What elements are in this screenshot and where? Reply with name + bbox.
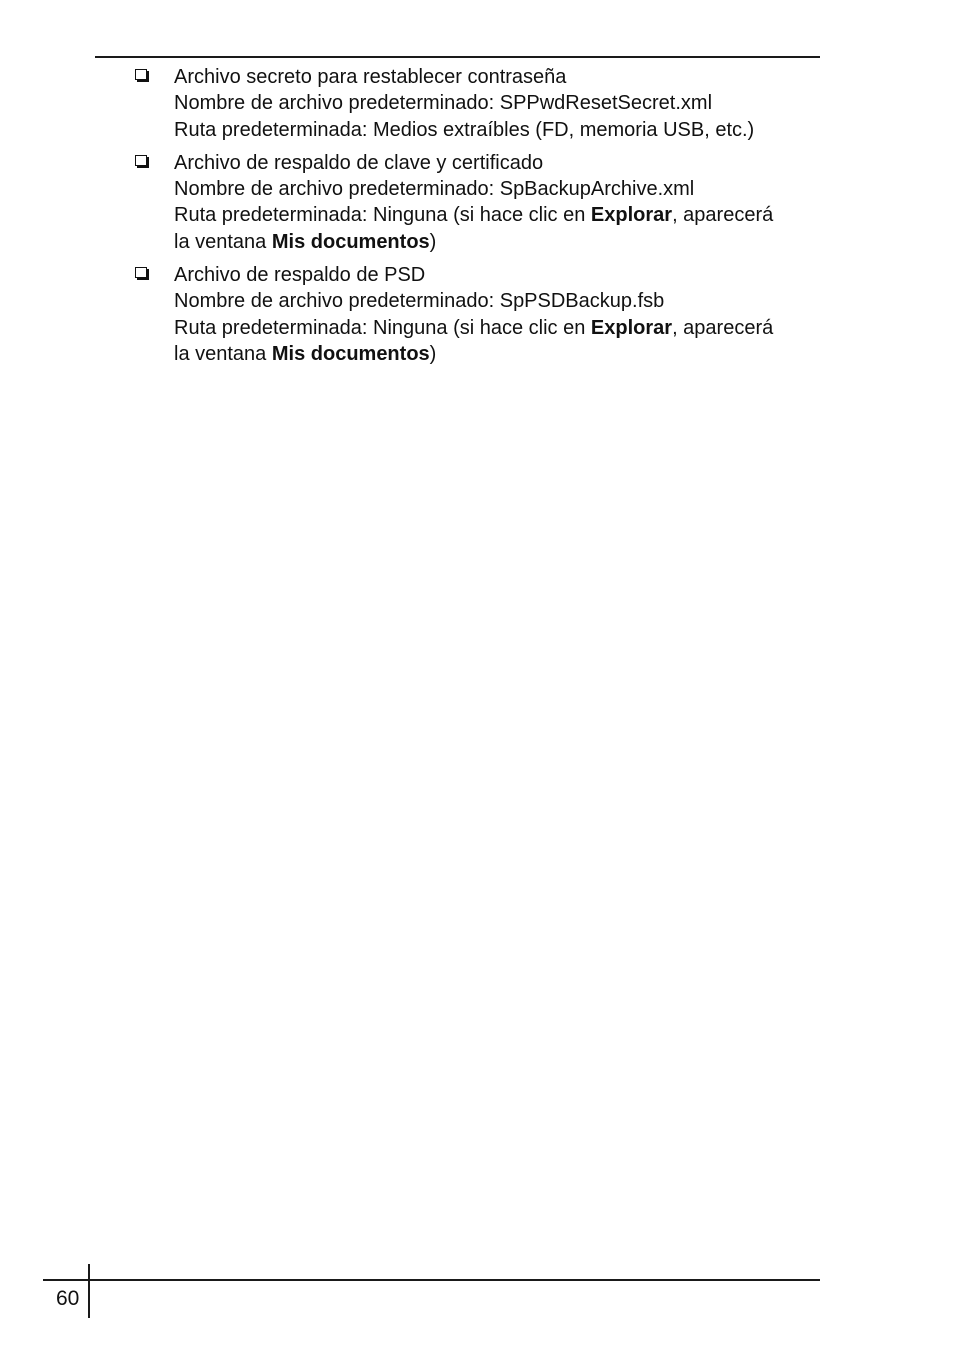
- footer-divider: [88, 1264, 90, 1318]
- item-path: [174, 202, 824, 228]
- explorar-label: Explorar: [590, 316, 673, 339]
- item-filename: Nombre de archivo predeterminado: SPPwdResetSecret.xml: [174, 92, 713, 115]
- item-path: [174, 315, 824, 341]
- path-text: Ruta predeterminada: Ninguna (si hace clic en: [174, 204, 591, 227]
- item-path-continued: [174, 229, 824, 255]
- list-item: [0, 150, 954, 255]
- file-list: [0, 64, 954, 374]
- mis-documentos-label: Mis documentos: [271, 342, 430, 365]
- mis-documentos-label: Mis documentos: [271, 230, 430, 253]
- path-text: la ventana: [174, 342, 272, 365]
- list-item: [0, 262, 954, 367]
- footer-rule: [43, 1279, 820, 1281]
- path-text: ): [429, 342, 437, 365]
- path-text: ): [429, 230, 437, 253]
- checkbox-bullet-icon: [135, 69, 147, 80]
- item-title: Archivo de respaldo de PSD: [174, 264, 426, 287]
- header-rule: [95, 56, 820, 58]
- item-filename: Nombre de archivo predeterminado: SpBackupArchive.xml: [174, 178, 695, 201]
- list-item: [0, 64, 954, 143]
- path-text: Ruta predeterminada: Ninguna (si hace clic en: [174, 316, 591, 339]
- explorar-label: Explorar: [590, 204, 673, 227]
- list-item-body: [174, 262, 824, 367]
- item-path: Ruta predeterminada: Medios extraíbles (FD, memoria USB, etc.): [174, 118, 755, 141]
- page-number: 60: [56, 1287, 80, 1310]
- item-path-continued: [174, 341, 824, 367]
- item-filename: Nombre de archivo predeterminado: SpPSDBackup.fsb: [174, 290, 665, 313]
- item-title: Archivo secreto para restablecer contraseña: [174, 66, 567, 88]
- list-item-body: [174, 150, 824, 255]
- path-text: la ventana: [174, 230, 272, 253]
- checkbox-bullet-icon: [135, 267, 147, 278]
- checkbox-bullet-icon: [135, 155, 147, 166]
- path-text: , aparecerá: [672, 204, 774, 227]
- list-item-body: [174, 64, 824, 143]
- item-title: Archivo de respaldo de clave y certificado: [174, 151, 544, 174]
- path-text: , aparecerá: [672, 316, 774, 339]
